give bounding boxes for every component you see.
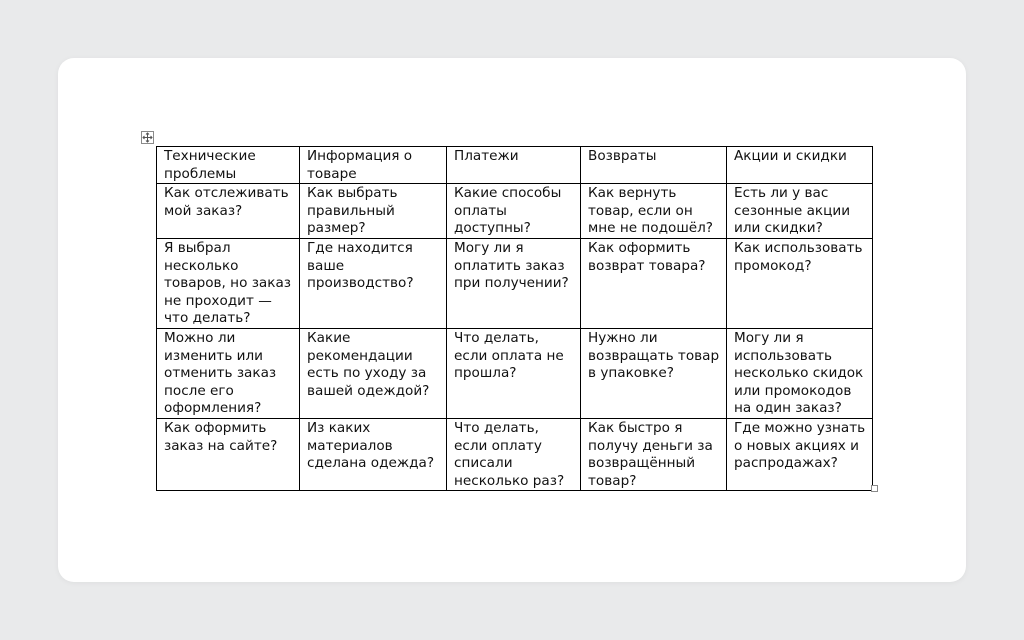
table-cell[interactable]: Что делать, если оплату списали несколько раз? — [447, 418, 581, 490]
table-cell[interactable]: Как отслеживать мой заказ? — [157, 184, 300, 239]
table-cell[interactable]: Можно ли изменить или отменить заказ после его оформления? — [157, 328, 300, 418]
table-row — [157, 184, 873, 239]
table-cell[interactable]: Могу ли я оплатить заказ при получении? — [447, 238, 581, 328]
table-header-row — [157, 147, 873, 184]
table-cell[interactable]: Как использовать промокод? — [727, 238, 873, 328]
table-cell[interactable]: Где находится ваше производство? — [300, 238, 447, 328]
table-cell[interactable]: Какие рекомендации есть по уходу за вашей одеждой? — [300, 328, 447, 418]
faq-table — [156, 146, 873, 491]
table-cell[interactable]: Как оформить заказ на сайте? — [157, 418, 300, 490]
table-cell[interactable]: Как быстро я получу деньги за возвращённый товар? — [581, 418, 727, 490]
table-cell[interactable]: Есть ли у вас сезонные акции или скидки? — [727, 184, 873, 239]
table-cell[interactable]: Какие способы оплаты доступны? — [447, 184, 581, 239]
table-cell[interactable]: Нужно ли возвращать товар в упаковке? — [581, 328, 727, 418]
table-cell[interactable]: Где можно узнать о новых акциях и распродажах? — [727, 418, 873, 490]
table-cell[interactable]: Как вернуть товар, если он мне не подошёл? — [581, 184, 727, 239]
table-resize-handle[interactable] — [871, 485, 878, 492]
table-cell[interactable]: Из каких материалов сделана одежда? — [300, 418, 447, 490]
table-row — [157, 328, 873, 418]
header-cell[interactable]: Информация о товаре — [300, 147, 447, 184]
table-cell[interactable]: Могу ли я использовать несколько скидок или промокодов на один заказ? — [727, 328, 873, 418]
table-cell[interactable]: Что делать, если оплата не прошла? — [447, 328, 581, 418]
header-cell[interactable]: Возвраты — [581, 147, 727, 184]
header-cell[interactable]: Платежи — [447, 147, 581, 184]
header-cell[interactable]: Технические проблемы — [157, 147, 300, 184]
table-cell[interactable]: Как оформить возврат товара? — [581, 238, 727, 328]
header-cell[interactable]: Акции и скидки — [727, 147, 873, 184]
table-row — [157, 418, 873, 490]
table-cell[interactable]: Как выбрать правильный размер? — [300, 184, 447, 239]
table-row — [157, 238, 873, 328]
table-cell[interactable]: Я выбрал несколько товаров, но заказ не проходит — что делать? — [157, 238, 300, 328]
table-move-handle-icon[interactable] — [141, 131, 154, 144]
